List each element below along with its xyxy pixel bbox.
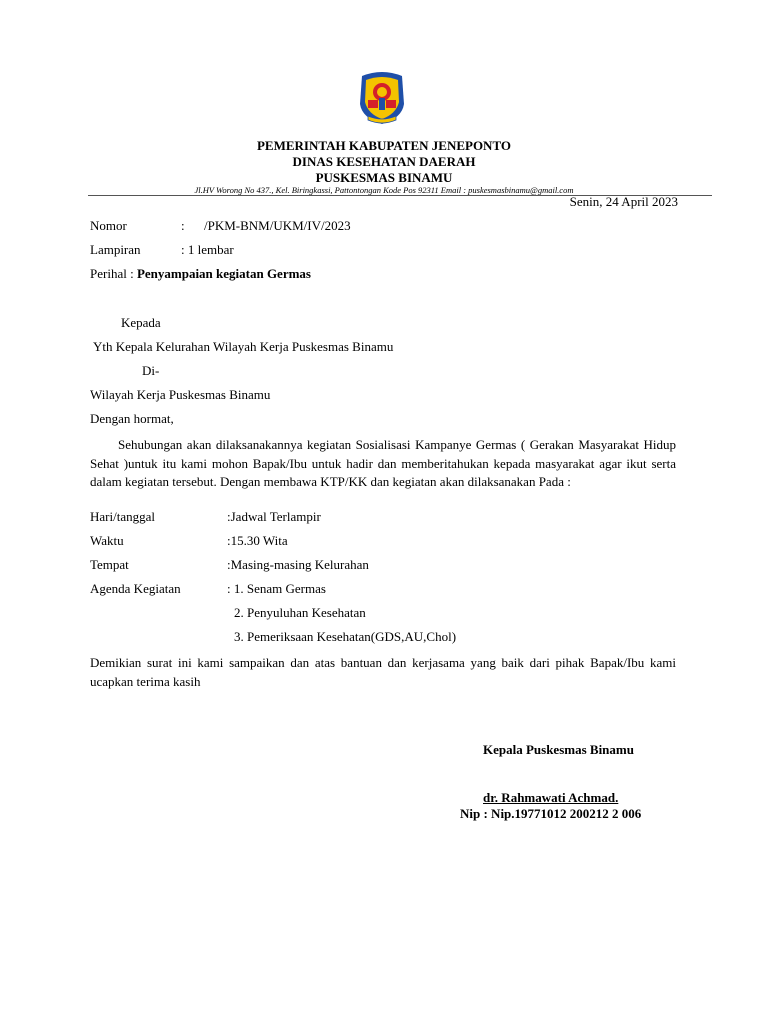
yth-text: Yth Kepala Kelurahan Wilayah Kerja Puskesmas Binamu	[93, 339, 394, 354]
nomor-label: Nomor	[90, 218, 127, 233]
signature-title: Kepala Puskesmas Binamu	[483, 742, 634, 757]
agenda-item: 2. Penyuluhan Kesehatan	[234, 605, 366, 620]
perihal-label: Perihal :	[90, 266, 134, 281]
signature-name: dr. Rahmawati Achmad.	[483, 790, 619, 805]
lampiran-label: Lampiran	[90, 242, 141, 257]
detail-label: Tempat	[90, 557, 129, 572]
detail-value: :Jadwal Terlampir	[227, 509, 321, 524]
detail-label: Waktu	[90, 533, 124, 548]
nomor-colon: :	[181, 218, 185, 233]
detail-label: Agenda Kegiatan	[90, 581, 181, 596]
wilayah-text: Wilayah Kerja Puskesmas Binamu	[90, 387, 271, 402]
letterhead-address: Jl.HV Worong No 437., Kel. Biringkassi, Pattontongan Kode Pos 92311 Email : puskesmasbinamu@gmail.com	[194, 185, 574, 195]
perihal-value: Penyampaian kegiatan Germas	[136, 266, 311, 281]
di-text: Di-	[142, 363, 160, 378]
agenda-item: 3. Pemeriksaan Kesehatan(GDS,AU,Chol)	[234, 629, 457, 644]
letterhead-line2: DINAS KESEHATAN DAERAH	[292, 154, 476, 169]
detail-value: : 1. Senam Germas	[227, 581, 326, 596]
lampiran-value: : 1 lembar	[181, 242, 234, 257]
perihal-line	[90, 266, 311, 282]
detail-label: Hari/tanggal	[90, 509, 155, 524]
signature-nip: Nip : Nip.19771012 200212 2 006	[460, 806, 642, 821]
closing-paragraph: Demikian surat ini kami sampaikan dan atas bantuan dan kerjasama yang baik dari pihak Bapak/Ibu kami ucapkan terima kasih	[90, 655, 676, 689]
kepada-text: Kepada	[121, 315, 161, 330]
letter-date: Senin, 24 April 2023	[569, 194, 678, 209]
letterhead-line1: PEMERINTAH KABUPATEN JENEPONTO	[256, 138, 511, 153]
body-paragraph: Sehubungan akan dilaksanakannya kegiatan Sosialisasi Kampanye Germas ( Gerakan Masyarakat Hidup Sehat )untuk itu kami mohon Bapak/Ibu untuk hadir dan memberitahukan kepada masyarakat agar ikut serta dalam kegiatan tersebut. Dengan membawa KTP/KK dan kegiatan akan dilaksanakan Pada :	[90, 437, 676, 489]
nomor-value: /PKM-BNM/UKM/IV/2023	[204, 218, 351, 233]
regency-emblem-icon	[356, 70, 408, 126]
letterhead-line3: PUSKESMAS BINAMU	[315, 170, 453, 185]
detail-value: :15.30 Wita	[227, 533, 288, 548]
detail-value: :Masing-masing Kelurahan	[227, 557, 369, 572]
greeting: Dengan hormat,	[90, 411, 174, 426]
